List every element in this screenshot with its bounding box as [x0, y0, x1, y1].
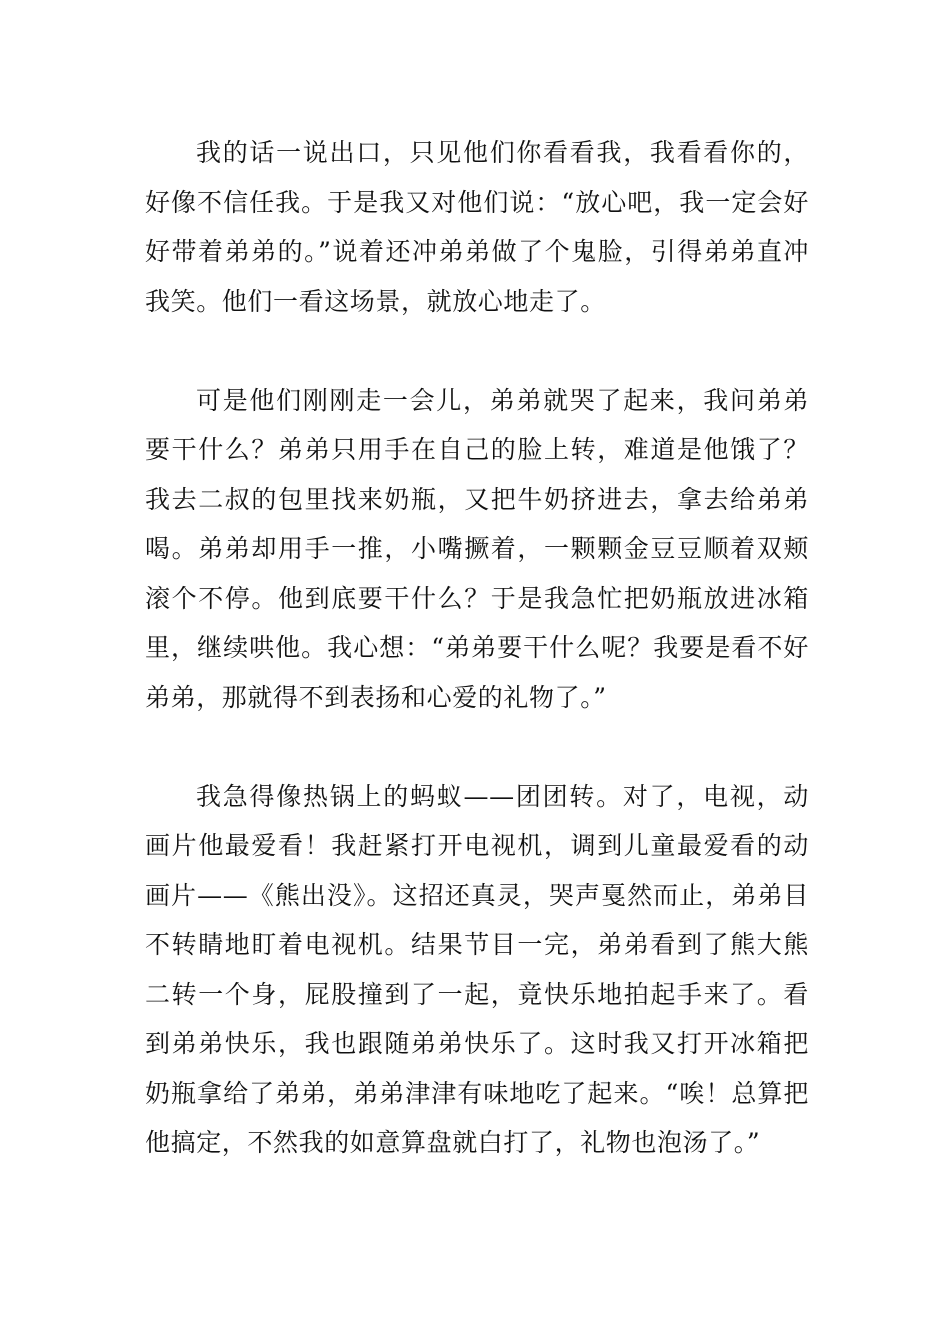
paragraph-2: 可是他们刚刚走一会儿，弟弟就哭了起来，我问弟弟要干什么？弟弟只用手在自己的脸上转，难道是他饿了？我去二叔的包里找来奶瓶，又把牛奶挤进去，拿去给弟弟喝。弟弟却用手一推，小嘴撅着，一颗颗金豆豆顺着双颊滚个不停。他到底要干什么？于是我急忙把奶瓶放进冰箱里，继续哄他。我心想：“弟弟要干什么呢？我要是看不好弟弟，那就得不到表扬和心爱的礼物了。”	[145, 385, 809, 712]
paragraph-1: 我的话一说出口，只见他们你看看我，我看看你的，好像不信任我。于是我又对他们说：“放心吧，我一定会好好带着弟弟的。”说着还冲弟弟做了个鬼脸，引得弟弟直冲我笑。他们一看这场景，就放心地走了。	[145, 138, 809, 316]
document-body	[145, 128, 809, 1168]
paragraph-3: 我急得像热锅上的蚂蚁——团团转。对了，电视，动画片他最爱看！我赶紧打开电视机，调到儿童最爱看的动画片——《熊出没》。这招还真灵，哭声戛然而止，弟弟目不转睛地盯着电视机。结果节目一完，弟弟看到了熊大熊二转一个身，屁股撞到了一起，竟快乐地拍起手来了。看到弟弟快乐，我也跟随弟弟快乐了。这时我又打开冰箱把奶瓶拿给了弟弟，弟弟津津有味地吃了起来。“唉！总算把他搞定，不然我的如意算盘就白打了，礼物也泡汤了。”	[145, 781, 809, 1157]
